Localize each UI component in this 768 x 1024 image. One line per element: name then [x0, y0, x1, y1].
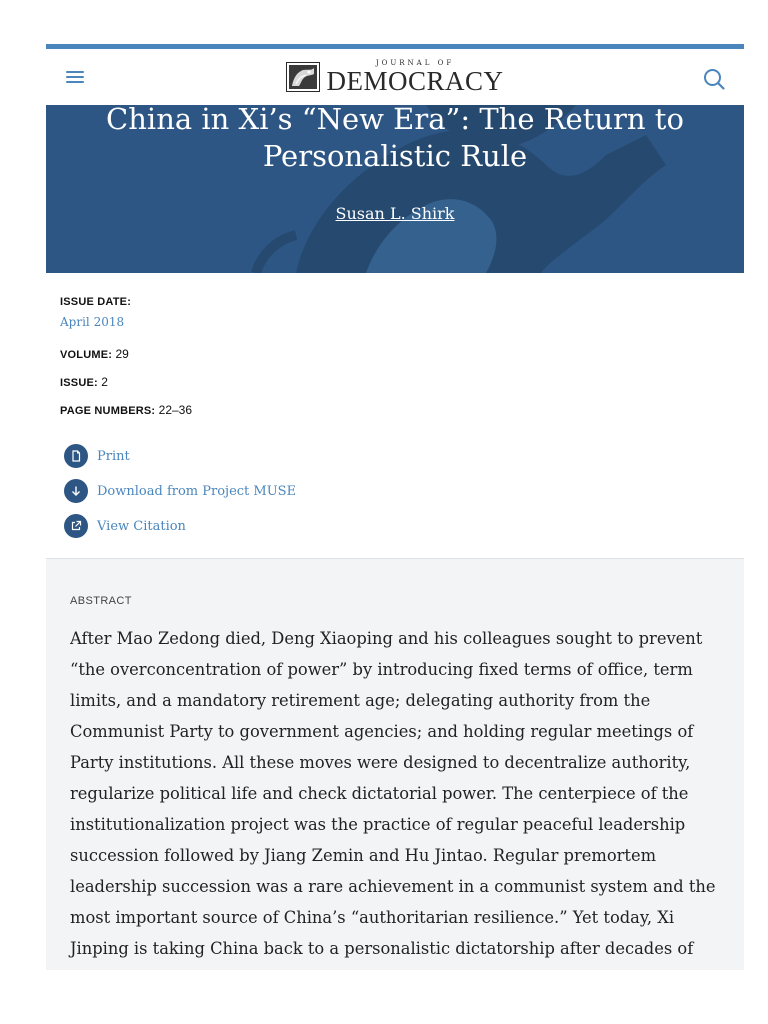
menu-line	[66, 76, 84, 78]
download-label: Download from Project MUSE	[97, 483, 297, 499]
article-metadata	[60, 296, 660, 431]
abstract-heading: ABSTRACT	[70, 595, 132, 607]
print-action[interactable]	[64, 444, 296, 468]
download-icon	[64, 479, 88, 503]
logo-small-text: JOURNAL OF	[375, 58, 455, 67]
page-numbers-row	[60, 403, 660, 417]
issue-date-link[interactable]: April 2018	[60, 315, 125, 329]
logo-wordmark	[326, 60, 503, 95]
page-frame	[46, 44, 744, 273]
volume-row	[60, 347, 660, 361]
external-link-icon	[64, 514, 88, 538]
issue-date-label: ISSUE DATE:	[60, 296, 132, 308]
article-title: China in Xi’s “New Era”: The Return to Personalistic Rule	[106, 105, 684, 173]
search-icon[interactable]	[702, 67, 726, 91]
menu-line	[66, 71, 84, 73]
journal-logo[interactable]	[286, 60, 503, 95]
download-action[interactable]	[64, 479, 296, 503]
abstract-body: After Mao Zedong died, Deng Xiaoping and his colleagues sought to prevent “the overconcentration of power” by introducing fixed terms of office, term limits, and a mandatory retirement age; delegating authority from the Communist Party to government agencies; and holding regular meetings of Party institutions. All these moves were designed to decentralize authority, regularize political life and check dictatorial power. The centerpiece of the institutionalization project was the practice of regular peaceful leadership succession followed by Jiang Zemin and Hu Jintao. Regular premortem leadership succession was a rare achievement in a communist system and the most important source of China’s “authoritarian resilience.” Yet today, Xi Jinping is taking China back to a personalistic dictatorship after decades of	[70, 629, 716, 958]
issue-label: ISSUE:	[60, 377, 98, 389]
print-icon	[64, 444, 88, 468]
menu-line	[66, 81, 84, 83]
article-hero	[46, 105, 744, 273]
hamburger-menu-icon[interactable]	[66, 69, 86, 85]
page-numbers-label: PAGE NUMBERS:	[60, 405, 156, 417]
volume-value: 29	[115, 347, 129, 361]
logo-emblem-icon	[286, 62, 320, 92]
issue-row	[60, 375, 660, 389]
article-actions	[64, 444, 296, 549]
print-label: Print	[97, 448, 130, 464]
abstract-section	[46, 558, 744, 970]
site-header	[46, 49, 744, 105]
page-numbers-value: 22–36	[158, 403, 193, 417]
view-citation-label: View Citation	[97, 518, 186, 534]
volume-label: VOLUME:	[60, 349, 113, 361]
logo-big-text: DEMOCRACY	[326, 65, 504, 96]
issue-value: 2	[101, 375, 108, 389]
view-citation-action[interactable]	[64, 514, 296, 538]
author-link[interactable]: Susan L. Shirk	[335, 204, 455, 223]
